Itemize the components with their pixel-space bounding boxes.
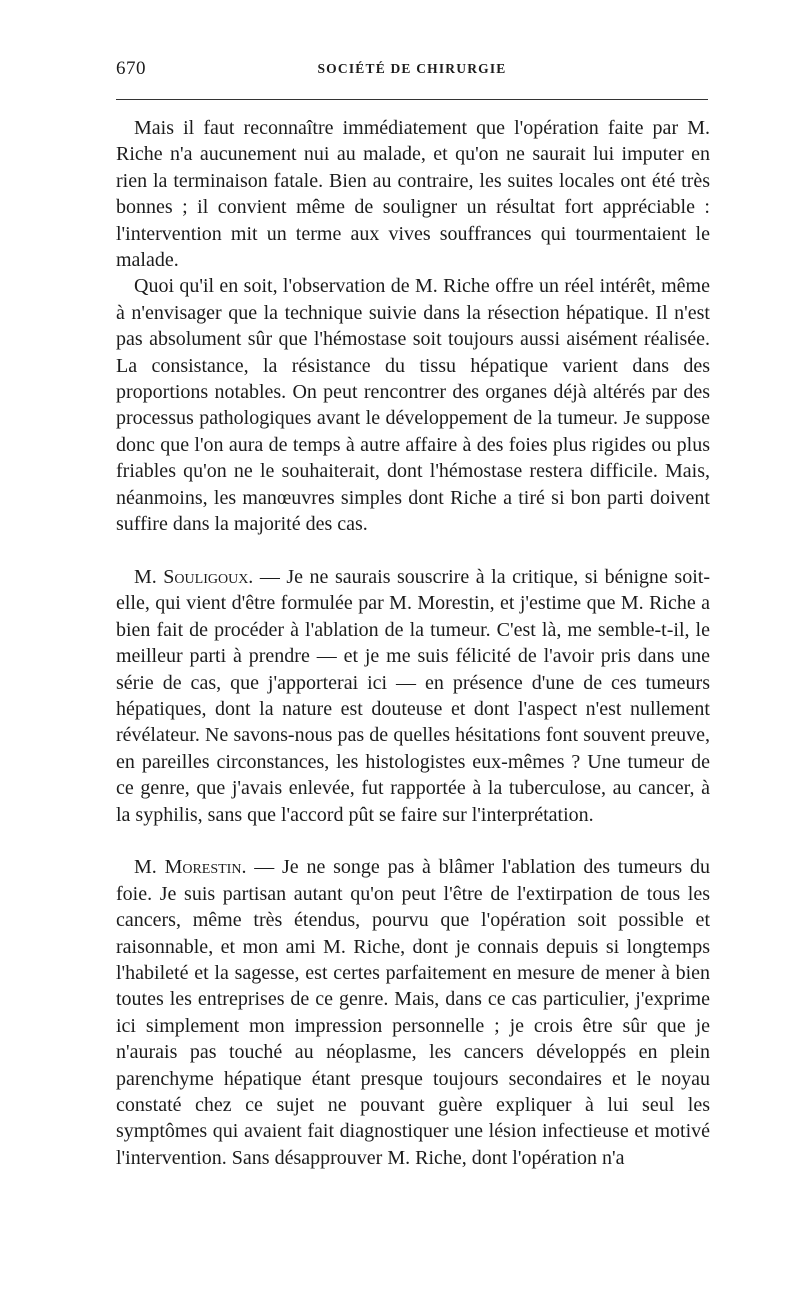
- paragraph-morestin: [116, 854, 710, 1171]
- paragraph-morestin-text: — Je ne songe pas à blâmer l'ablation des tumeurs du foie. Je suis partisan autant qu'on peut l'être de l'extirpation de tous les cancers, même très étendus, pourvu que l'opération soit possible et raisonnable, et mon ami M. Riche, dont je connais depuis si longtemps l'habileté et la sagesse, est certes parfaitement en mesure de mener à bien toutes les entreprises de ce genre. Mais, dans ce cas particulier, j'exprime ici simplement mon impression personnelle ; je crois être sûr que je n'aurais pas touché au néoplasme, les cancers développés en plein parenchyme hépatique étant presque toujours secondaires et le noyau constaté chez ce sujet ne pouvant guère expliquer à lui seul les symptômes qui avaient fait diagnostiquer une lésion infectieuse et motivé l'intervention. Sans désapprouver M. Riche, dont l'opération n'a: [116, 856, 710, 1169]
- body-text: [116, 115, 710, 1171]
- speaker-morestin: M. Morestin.: [134, 856, 247, 879]
- paragraph-souligoux: [116, 564, 710, 828]
- paragraph-1: Mais il faut reconnaître immédiatement que l'opération faite par M. Riche n'a aucunement nui au malade, et qu'on ne saurait lui imputer en rien la terminaison fatale. Bien au contraire, les suites locales ont été très bonnes ; il convient même de souligner un résultat fort appréciable : l'intervention mit un terme aux vives souffrances qui tourmentaient le malade.: [116, 117, 710, 272]
- paragraph-souligoux-text: — Je ne saurais souscrire à la critique, si bénigne soit-elle, qui vient d'être formulée par M. Morestin, et j'estime que M. Riche a bien fait de procéder à l'ablation de la tumeur. C'est là, me semble-t-il, le meilleur parti à prendre — et je me suis félicité de l'avoir pris dans une série de cas, que j'apporterai ici — en présence d'une de ces tumeurs hépatiques, dont la nature est douteuse et dont l'aspect n'est nullement révélateur. Ne savons-nous pas de quelles hésitations font souvent preuve, en pareilles circonstances, les histologistes eux-mêmes ? Une tumeur de ce genre, que j'avais enlevée, fut rapportée à la tuberculose, au cancer, à la syphilis, sans que l'accord pût se faire sur l'interprétation.: [116, 565, 710, 826]
- speaker-souligoux: M. Souligoux.: [134, 565, 254, 588]
- paragraph-2: Quoi qu'il en soit, l'observation de M. Riche offre un réel intérêt, même à n'envisager que la technique suivie dans la résection hépatique. Il n'est pas absolument sûr que l'hémostase soit toujours aussi aisément réalisée. La consistance, la résistance du tissu hépatique varient dans des proportions notables. On peut rencontrer des organes déjà altérés par des processus pathologiques avant le développement de la tumeur. Je suppose donc que l'on aura de temps à autre affaire à des foies plus rigides ou plus friables qu'on ne le souhaiterait, dont l'hémostase restera difficile. Mais, néanmoins, les manœuvres simples dont Riche a tiré si bon parti doivent suffire dans la majorité des cas.: [116, 275, 710, 536]
- page-number: 670: [116, 58, 146, 79]
- page-header: [116, 58, 708, 88]
- header-rule: [116, 99, 708, 100]
- running-head: SOCIÉTÉ DE CHIRURGIE: [317, 61, 507, 76]
